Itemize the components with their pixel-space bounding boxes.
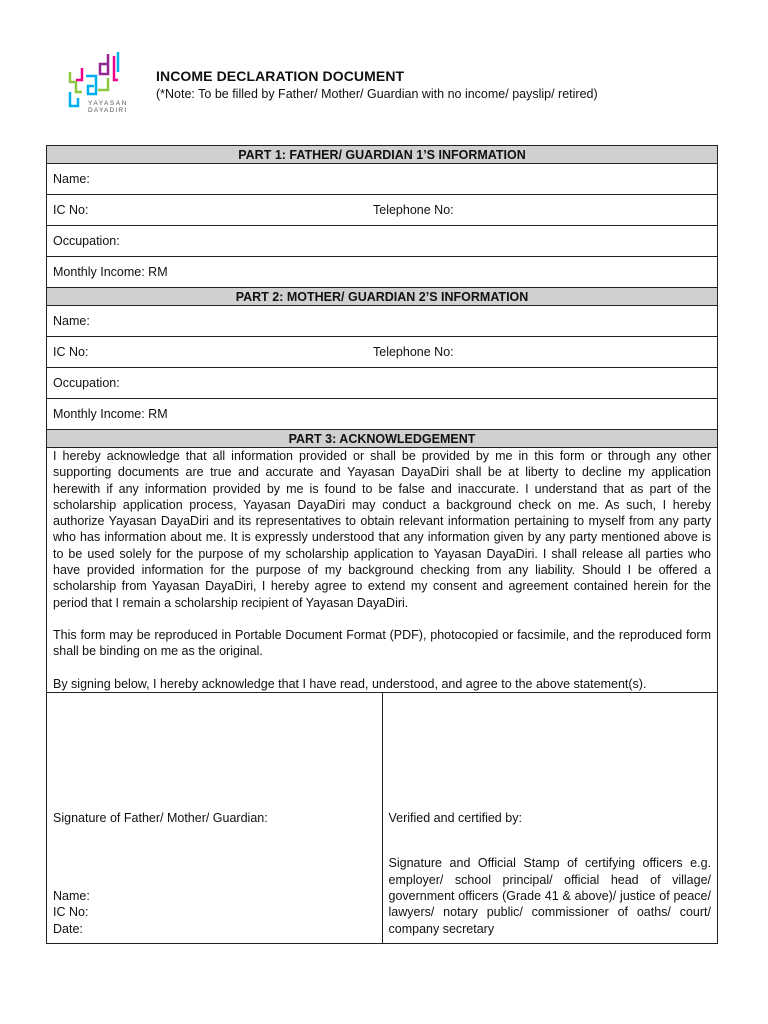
part1-name-field[interactable]: [47, 164, 718, 195]
part1-heading: PART 1: FATHER/ GUARDIAN 1’S INFORMATION: [47, 146, 718, 164]
part1-ic-label: IC No:: [53, 203, 89, 217]
signer-name-label: Name:: [53, 888, 90, 903]
income-declaration-form: [46, 145, 718, 944]
signer-date-label: Date:: [53, 921, 83, 936]
part2-ic-phone-row[interactable]: [47, 337, 718, 368]
part2-ic-label: IC No:: [53, 345, 89, 359]
part1-occupation-field[interactable]: [47, 226, 718, 257]
part1-phone-label: Telephone No:: [373, 203, 454, 217]
part2-income-field[interactable]: [47, 399, 718, 430]
part1-ic-phone-row[interactable]: [47, 195, 718, 226]
certifying-officer-note: Signature and Official Stamp of certifying officers e.g. employer/ school principal/ official head of village/ government officers (Grade 41 & above)/ justice of peace/ lawyers/ notary public/ commissioner of oaths/ court/ company secretary: [388, 856, 711, 936]
verification-box[interactable]: [382, 692, 718, 943]
document-note: (*Note: To be filled by Father/ Mother/ Guardian with no income/ payslip/ retired): [156, 87, 598, 101]
part2-occupation-field[interactable]: [47, 368, 718, 399]
signer-ic-label: IC No:: [53, 905, 89, 920]
guardian-signature-label: Signature of Father/ Mother/ Guardian:: [53, 810, 268, 825]
part1-name-label: Name:: [53, 172, 90, 186]
guardian-signature-box[interactable]: [47, 692, 383, 943]
acknowledgement-paragraph-1: I hereby acknowledge that all information provided or shall be provided by me in this form or through any other supporting documents are true and accurate and Yayasan DayaDiri shall be at liberty to decline my application herewith if any information provided by me is found to be false and inaccurate. I understand that as part of the scholarship application process, Yayasan DayaDiri may conduct a background check on me. As such, I hereby authorize Yayasan DayaDiri and its representatives to obtain relevant information pertaining to myself from any party who has information about me. It is expressly understood that any information given by any party mentioned above is to be used solely for the purpose of my scholarship application to Yayasan DayaDiri. I shall release all parties who have provided information for the purpose of my background checking from any liability. Should I be offered a scholarship from Yayasan DayaDiri, I hereby agree to extend my consent and agreement contained herein for the period that I remain a scholarship recipient of Yayasan DayaDiri.: [53, 449, 711, 610]
svg-text:DAYADIRI: DAYADIRI: [88, 107, 128, 114]
part2-occupation-label: Occupation:: [53, 376, 120, 390]
part2-name-label: Name:: [53, 314, 90, 328]
acknowledgement-text: [47, 448, 718, 693]
svg-text:YAYASAN: YAYASAN: [88, 100, 128, 107]
part2-income-label: Monthly Income: RM: [53, 407, 168, 421]
acknowledgement-paragraph-3: By signing below, I hereby acknowledge that I have read, understood, and agree to the above statement(s).: [53, 676, 647, 691]
verified-by-label: Verified and certified by:: [388, 810, 522, 825]
part2-phone-label: Telephone No:: [373, 345, 454, 359]
acknowledgement-paragraph-2: This form may be reproduced in Portable Document Format (PDF), photocopied or facsimile, and the reproduced form shall be binding on me as the original.: [53, 627, 711, 659]
part1-occupation-label: Occupation:: [53, 234, 120, 248]
part1-income-label: Monthly Income: RM: [53, 265, 168, 279]
part1-income-field[interactable]: [47, 257, 718, 288]
document-title: INCOME DECLARATION DOCUMENT: [156, 68, 405, 84]
part3-heading: PART 3: ACKNOWLEDGEMENT: [47, 430, 718, 448]
part2-name-field[interactable]: [47, 306, 718, 337]
yayasan-dayadiri-logo: [62, 50, 140, 114]
part2-heading: PART 2: MOTHER/ GUARDIAN 2’S INFORMATION: [47, 288, 718, 306]
guardian-details: [53, 888, 90, 937]
